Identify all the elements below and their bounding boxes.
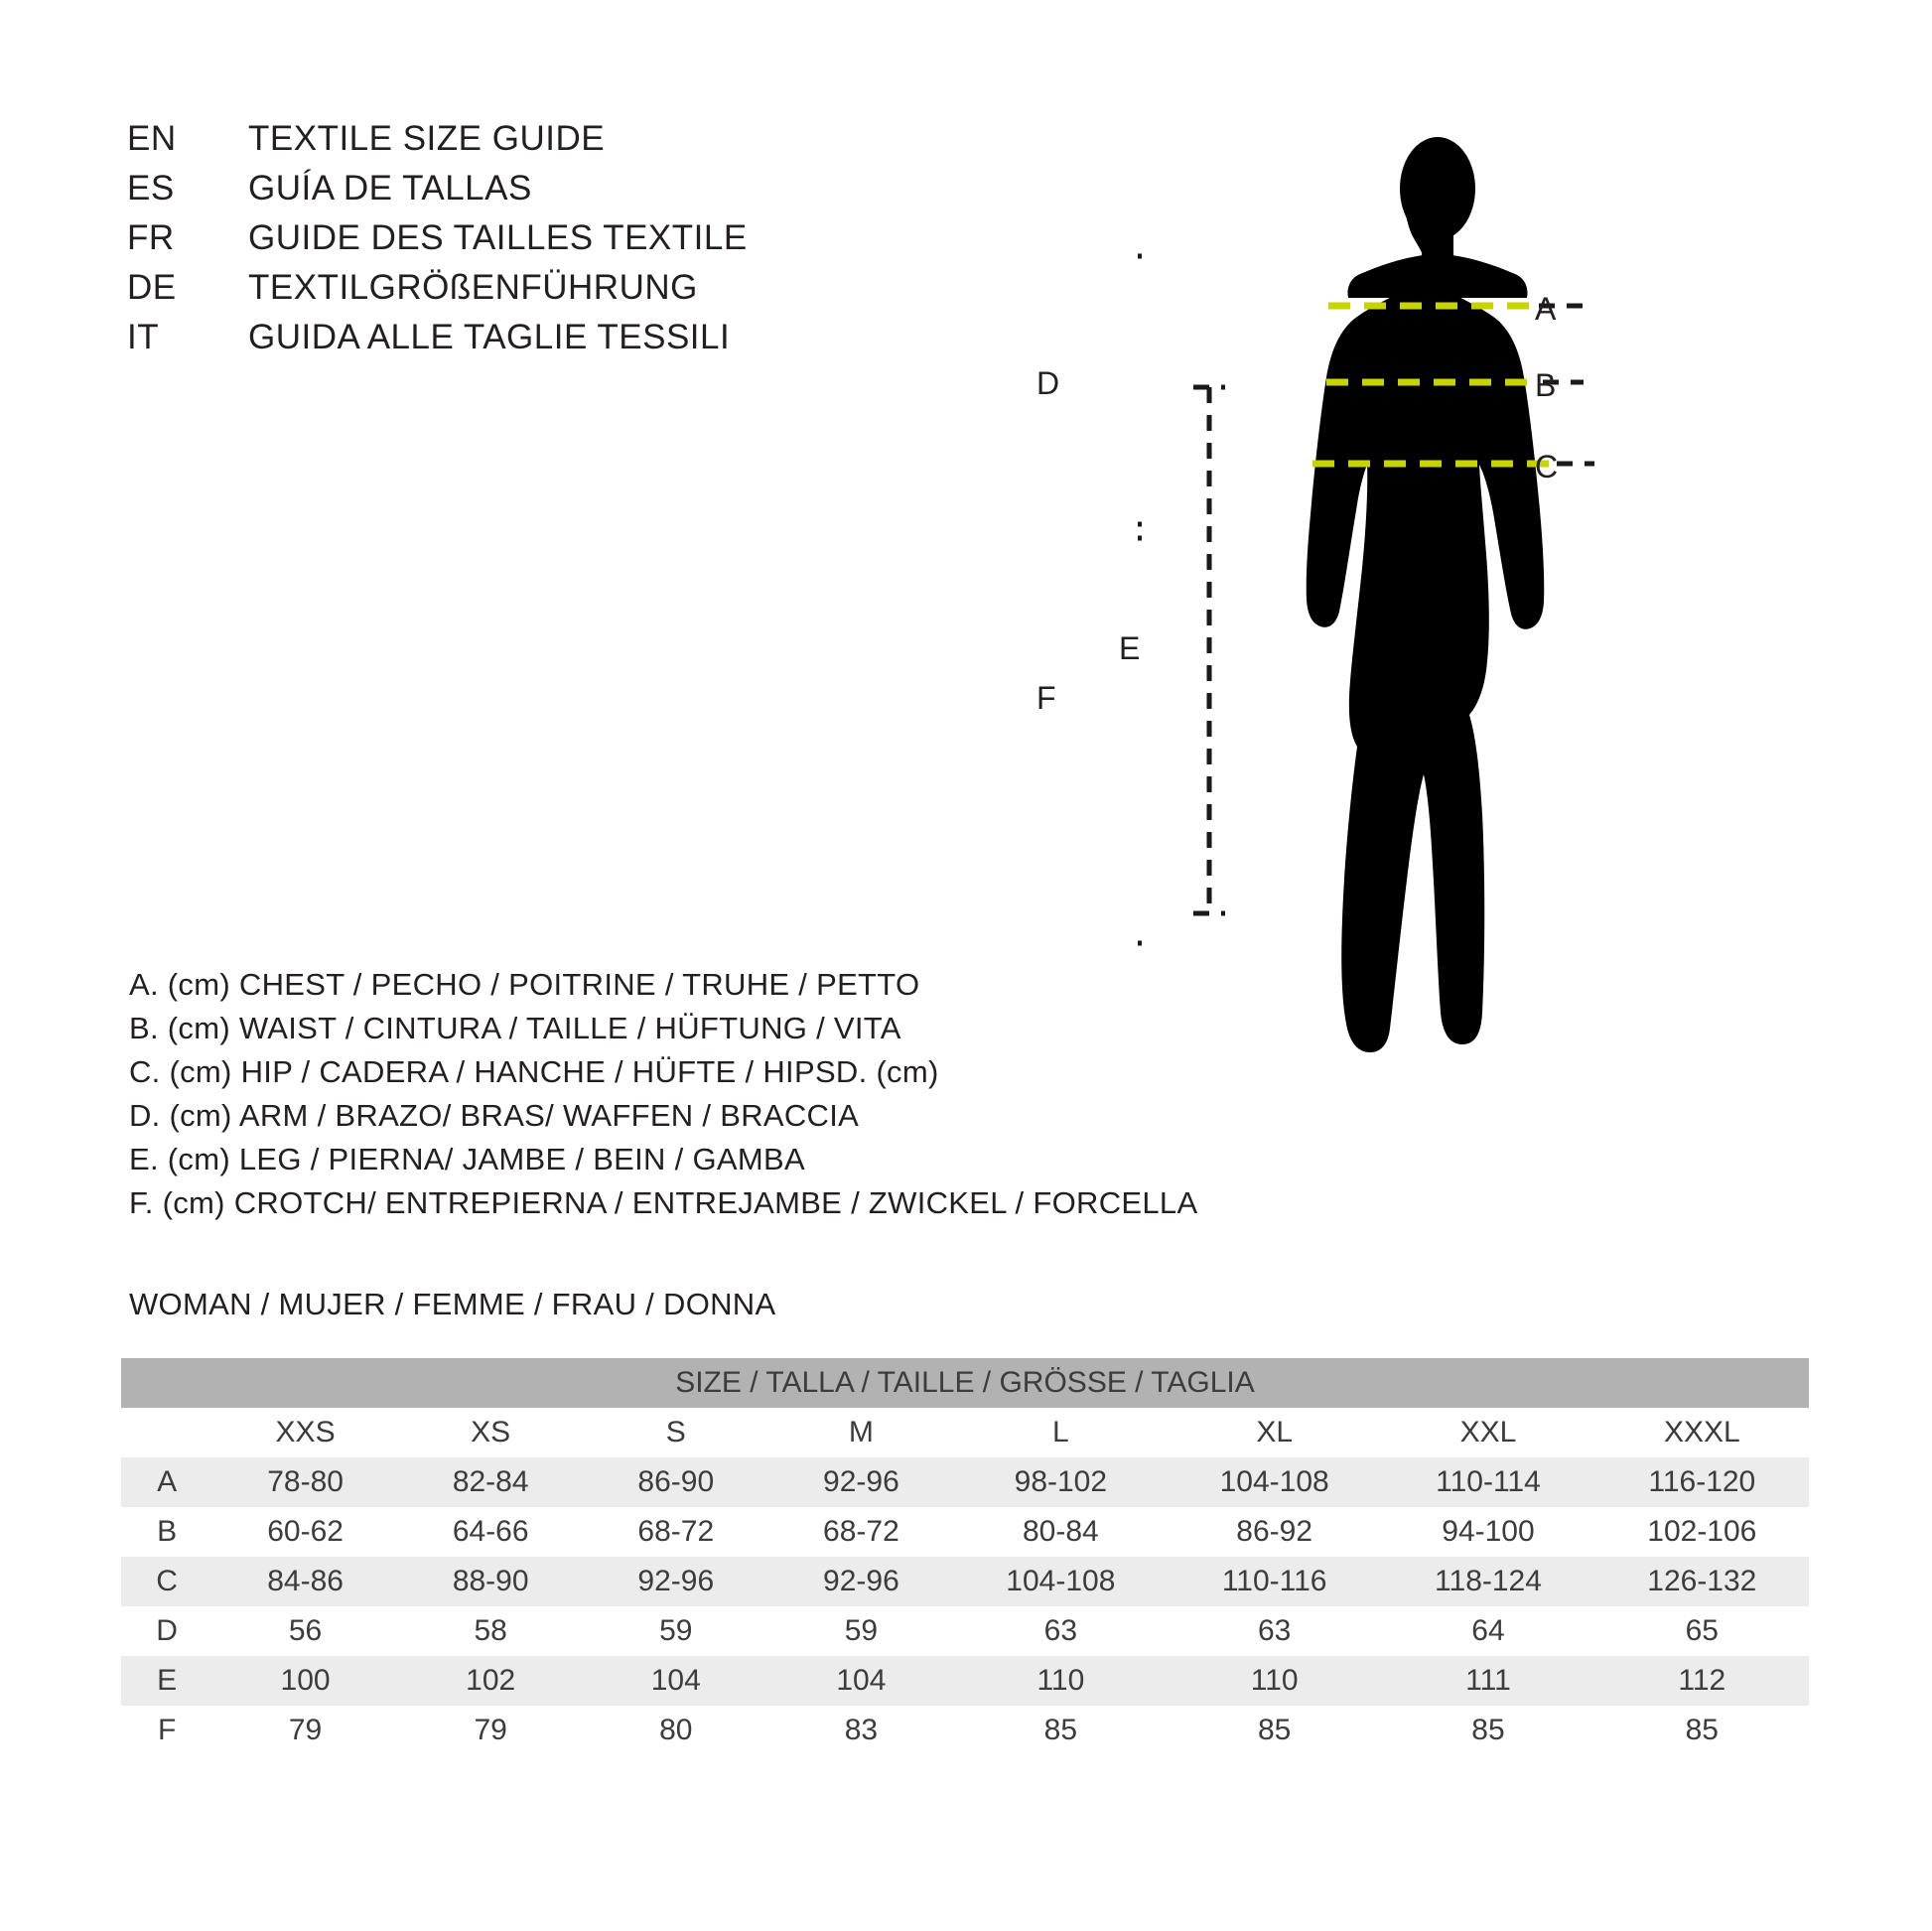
title-text-fr: GUIDE DES TAILLES TEXTILE (248, 218, 748, 257)
marker-label-a: A (1535, 291, 1557, 327)
title-block (127, 119, 941, 367)
table-row (121, 1507, 1809, 1557)
title-lang-de: DE (127, 268, 177, 307)
title-lang-es: ES (127, 169, 175, 207)
cell-d-xl: 63 (1257, 1614, 1292, 1647)
cell-a-xs: 82-84 (452, 1465, 529, 1498)
title-text-en: TEXTILE SIZE GUIDE (248, 119, 606, 158)
legend-row-f: F. (cm) CROTCH/ ENTREPIERNA / ENTREJAMBE / ZWICKEL / FORCELLA (129, 1185, 1198, 1220)
table-row (121, 1557, 1809, 1606)
cell-f-m: 83 (844, 1714, 879, 1746)
cell-d-xxs: 56 (288, 1614, 323, 1647)
cell-d-l: 63 (1043, 1614, 1078, 1647)
cell-e-xxl: 111 (1465, 1664, 1511, 1697)
cell-c-l: 104-108 (1006, 1565, 1116, 1597)
table-header-row (121, 1408, 1809, 1457)
cell-c-xl: 110-116 (1221, 1565, 1327, 1597)
table-header-xxl: XXL (1381, 1408, 1594, 1457)
cell-d-xxl: 64 (1471, 1614, 1505, 1647)
dimension-label-e: E (1119, 630, 1141, 666)
cell-d-xs: 58 (474, 1614, 507, 1647)
cell-b-xxxl: 102-106 (1647, 1515, 1757, 1548)
legend-row-c: C. (cm) HIP / CADERA / HANCHE / HÜFTE / HIPSD. (cm) (129, 1054, 939, 1089)
title-lang-fr: FR (127, 218, 175, 257)
title-text-es: GUÍA DE TALLAS (248, 169, 532, 207)
cell-b-xl: 86-92 (1236, 1515, 1313, 1548)
title-row (127, 318, 941, 367)
cell-b-s: 68-72 (637, 1515, 715, 1548)
cell-c-xxl: 118-124 (1435, 1565, 1542, 1597)
cell-e-xxxl: 112 (1678, 1664, 1726, 1697)
gender-label: WOMAN / MUJER / FEMME / FRAU / DONNA (129, 1287, 776, 1321)
table-header-xxs: XXS (212, 1408, 398, 1457)
table-corner-cell (121, 1408, 212, 1457)
cell-f-xl: 85 (1257, 1714, 1292, 1746)
marker-label-c: C (1535, 449, 1559, 484)
cell-c-s: 92-96 (637, 1565, 715, 1597)
female-silhouette-icon (1132, 79, 1807, 1191)
title-row (127, 218, 941, 268)
cell-e-m: 104 (836, 1664, 887, 1697)
cell-e-xl: 110 (1250, 1664, 1299, 1697)
cell-b-xs: 64-66 (452, 1515, 529, 1548)
dimension-label-d: D (1036, 365, 1060, 401)
title-row (127, 268, 941, 318)
cell-a-xxl: 110-114 (1436, 1465, 1541, 1498)
dimension-label-f: F (1036, 680, 1056, 716)
legend-block (129, 963, 1221, 1225)
legend-row-b: B. (cm) WAIST / CINTURA / TAILLE / HÜFTUNG / VITA (129, 1011, 901, 1045)
table-row (121, 1706, 1809, 1755)
cell-a-xxxl: 116-120 (1648, 1465, 1756, 1498)
title-row (127, 169, 941, 218)
cell-b-m: 68-72 (823, 1515, 899, 1548)
cell-e-l: 110 (1036, 1664, 1085, 1697)
title-row (127, 119, 941, 169)
cell-f-xs: 79 (474, 1714, 507, 1746)
cell-a-xl: 104-108 (1219, 1465, 1329, 1498)
table-header-xl: XL (1168, 1408, 1381, 1457)
cell-f-l: 85 (1043, 1714, 1078, 1746)
cell-b-xxs: 60-62 (267, 1515, 344, 1548)
cell-d-xxxl: 65 (1685, 1614, 1719, 1647)
row-label-a: A (157, 1465, 178, 1498)
cell-b-l: 80-84 (1022, 1515, 1099, 1548)
cell-e-s: 104 (650, 1664, 701, 1697)
cell-b-xxl: 94-100 (1442, 1515, 1535, 1548)
cell-e-xxs: 100 (280, 1664, 331, 1697)
table-row (121, 1656, 1809, 1706)
cell-f-xxs: 79 (288, 1714, 323, 1746)
table-header-m: M (768, 1408, 954, 1457)
row-label-e: E (157, 1664, 178, 1697)
cell-e-xs: 102 (466, 1664, 516, 1697)
size-table (121, 1358, 1809, 1755)
title-lang-it: IT (127, 318, 160, 356)
cell-c-xxs: 84-86 (267, 1565, 344, 1597)
cell-a-s: 86-90 (637, 1465, 715, 1498)
cell-f-xxl: 85 (1471, 1714, 1505, 1746)
cell-c-m: 92-96 (823, 1565, 899, 1597)
table-header-s: S (583, 1408, 768, 1457)
table-title: SIZE / TALLA / TAILLE / GRÖSSE / TAGLIA (121, 1358, 1809, 1408)
cell-d-m: 59 (844, 1614, 879, 1647)
cell-f-xxxl: 85 (1685, 1714, 1719, 1746)
row-label-f: F (157, 1714, 177, 1746)
table-header-xs: XS (398, 1408, 584, 1457)
title-lang-en: EN (127, 119, 177, 158)
cell-a-xxs: 78-80 (267, 1465, 344, 1498)
cell-c-xxxl: 126-132 (1647, 1565, 1757, 1597)
cell-d-s: 59 (659, 1614, 693, 1647)
title-text-de: TEXTILGRÖßENFÜHRUNG (248, 268, 698, 307)
legend-row-a: A. (cm) CHEST / PECHO / POITRINE / TRUHE / PETTO (129, 967, 920, 1002)
row-label-c: C (156, 1565, 178, 1597)
table-header-xxxl: XXXL (1595, 1408, 1809, 1457)
table-row (121, 1457, 1809, 1507)
cell-a-l: 98-102 (1014, 1465, 1108, 1498)
title-text-it: GUIDA ALLE TAGLIE TESSILI (248, 318, 731, 356)
table-row (121, 1606, 1809, 1656)
row-label-d: D (156, 1614, 178, 1647)
legend-row-d: D. (cm) ARM / BRAZO/ BRAS/ WAFFEN / BRACCIA (129, 1098, 860, 1133)
cell-c-xs: 88-90 (452, 1565, 529, 1597)
legend-row-e: E. (cm) LEG / PIERNA/ JAMBE / BEIN / GAMBA (129, 1142, 805, 1176)
cell-f-s: 80 (659, 1714, 693, 1746)
row-label-b: B (157, 1515, 178, 1548)
table-title-row (121, 1358, 1809, 1408)
cell-a-m: 92-96 (823, 1465, 899, 1498)
table-header-l: L (954, 1408, 1168, 1457)
marker-label-b: B (1535, 367, 1557, 403)
